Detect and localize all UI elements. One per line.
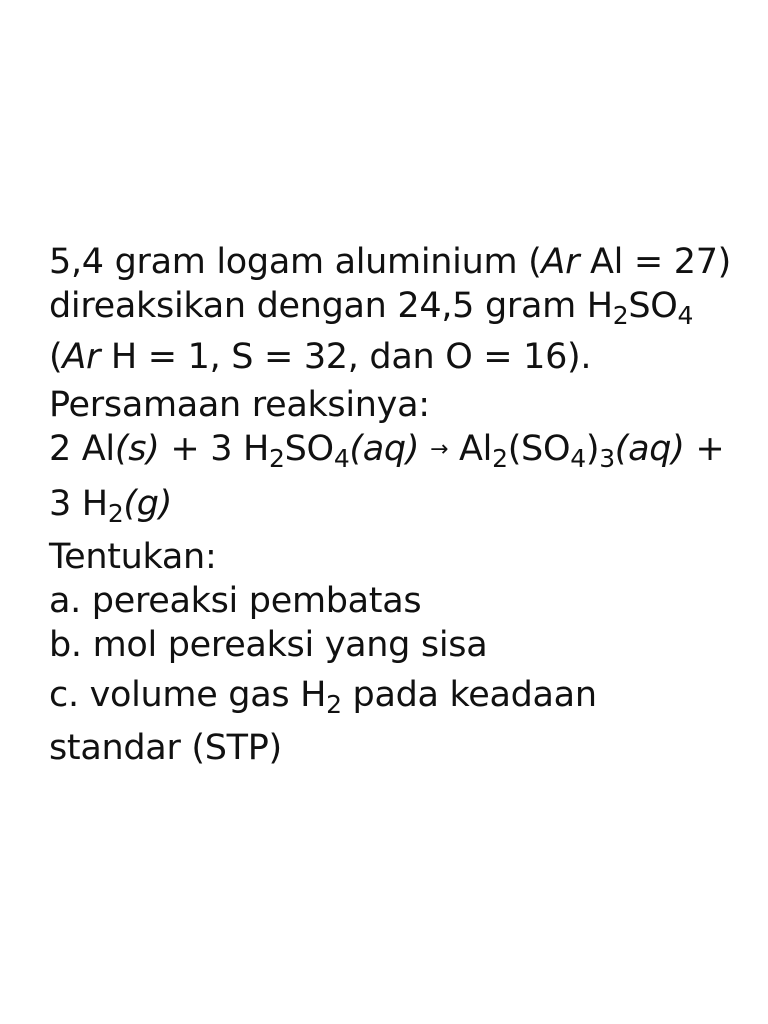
question-heading: Tentukan: bbox=[49, 537, 217, 577]
text-segment: 5,4 gram logam aluminium ( bbox=[49, 242, 542, 282]
question-item-a: a. pereaksi pembatas bbox=[49, 581, 422, 621]
subscript: 2 bbox=[269, 444, 285, 473]
text-segment: H = 1, S = 32, dan O = 16). bbox=[100, 337, 592, 377]
subscript: 2 bbox=[326, 690, 342, 719]
reaction-equation-line-2 bbox=[49, 476, 739, 535]
text-segment: Al bbox=[448, 429, 493, 469]
text-segment: SO bbox=[284, 429, 334, 469]
text-segment: (SO bbox=[507, 429, 571, 469]
text-segment: ) bbox=[585, 429, 600, 469]
subscript: 4 bbox=[677, 301, 694, 330]
text-segment: 3 H bbox=[49, 484, 108, 524]
problem-line-1 bbox=[49, 240, 739, 284]
problem-line-3 bbox=[49, 331, 739, 383]
question-item-c-continued: standar (STP) bbox=[49, 728, 282, 768]
text-segment: Al = 27) bbox=[579, 242, 732, 282]
problem-text bbox=[49, 240, 739, 770]
state-symbol: (s) bbox=[114, 429, 160, 469]
text-segment: c. volume gas H bbox=[49, 675, 327, 715]
ar-symbol: Ar bbox=[62, 337, 101, 377]
text-segment: SO bbox=[628, 286, 678, 326]
subscript: 2 bbox=[492, 444, 508, 473]
subscript: 2 bbox=[612, 301, 629, 330]
subscript: 4 bbox=[333, 444, 350, 473]
state-symbol: (aq) bbox=[614, 429, 685, 469]
text-segment: 2 Al bbox=[49, 429, 115, 469]
question-item-c bbox=[49, 667, 739, 726]
text-segment: ( bbox=[49, 337, 63, 377]
subscript: 3 bbox=[599, 444, 615, 473]
subscript: 4 bbox=[570, 444, 586, 473]
text-segment: + bbox=[684, 429, 725, 469]
state-symbol: (g) bbox=[123, 484, 173, 524]
state-symbol: (aq) bbox=[349, 429, 420, 469]
text-segment: direaksikan dengan 24,5 gram H bbox=[49, 286, 613, 326]
problem-line-4: Persamaan reaksinya: bbox=[49, 385, 430, 425]
reaction-equation-line-1 bbox=[49, 427, 739, 476]
problem-line-2 bbox=[49, 284, 739, 331]
text-segment: pada keadaan bbox=[341, 675, 597, 715]
ar-symbol: Ar bbox=[541, 242, 580, 282]
reaction-arrow: → bbox=[430, 437, 449, 462]
text-segment: + 3 H bbox=[159, 429, 270, 469]
question-item-b: b. mol pereaksi yang sisa bbox=[49, 625, 488, 665]
subscript: 2 bbox=[107, 499, 124, 528]
